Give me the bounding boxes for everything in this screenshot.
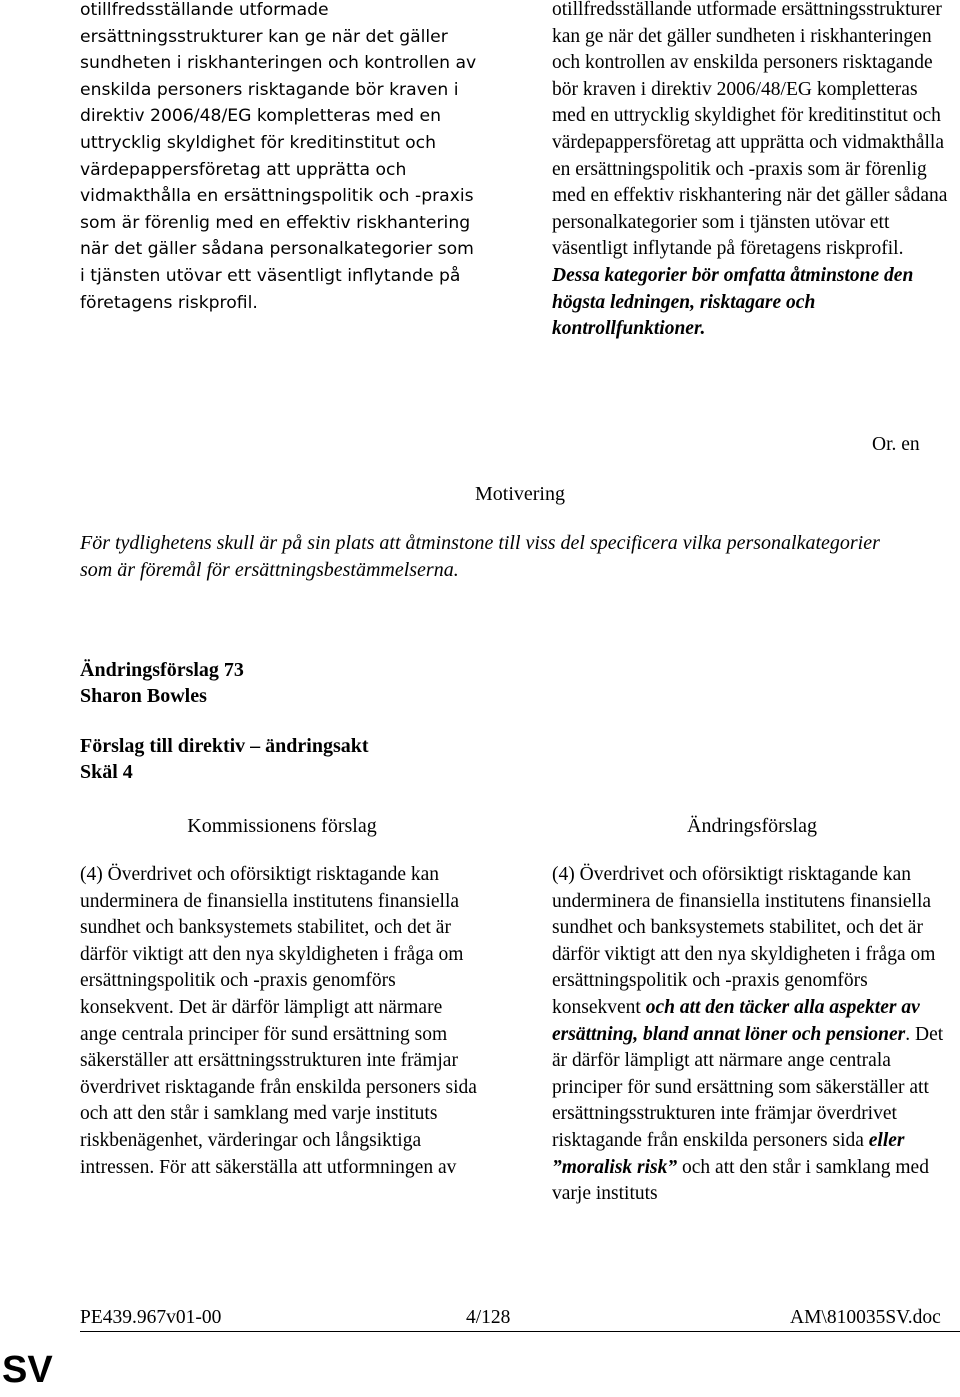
recital-reference: Skäl 4 — [80, 761, 133, 783]
amendment-number: Ändringsförslag 73 — [80, 659, 244, 681]
amendment-author: Sharon Bowles — [80, 685, 207, 707]
motivering-heading: Motivering — [475, 483, 565, 505]
footer-page-number: 4/128 — [466, 1307, 511, 1328]
amendment-header: Ändringsförslag — [687, 815, 817, 837]
top-right-paragraph — [552, 0, 952, 343]
commission-proposal-text: (4) Överdrivet och oförsiktigt risktagande kan underminera de finansiella institutens finansiella sundhet och banksystemets stabilitet, och det är därför viktigt att den nya skyldigheten i fråga om ersättningspolitik och -praxis genomförs konsekvent. Det är därför lämpligt att närmare ange centrala principer för sund ersättning som säkerställer att ersättningsstrukturen inte främjar överdrivet risktagande från enskilda personers sida och att den står i samklang med varje instituts riskbenägenhet, värderingar och långsiktiga intressen. För att säkerställa att utformningen av — [80, 864, 477, 1178]
amendment-added-text: eller ”moralisk risk” — [552, 1129, 905, 1178]
amendment-text-part: (4) Överdrivet och oförsiktigt risktagande kan underminera de finansiella institutens finansiella sundhet och banksystemets stabilitet, och det är därför viktigt att den nya skyldigheten i fråga om ersättningspolitik och -praxis genomförs konsekvent — [552, 864, 936, 1018]
amendment-added-text: och att den täcker alla aspekter av ersättning, bland annat löner och pensioner — [552, 996, 920, 1045]
amendment-text-part: . Det är därför lämpligt att närmare ange centrala principer för sund ersättning som säkerställer att ersättningsstrukturen inte främjar överdrivet risktagande från enskilda personers sida — [552, 1023, 944, 1151]
commission-proposal-header: Kommissionens förslag — [187, 815, 377, 837]
footer-file-name: AM\810035SV.doc — [790, 1307, 941, 1328]
footer-doc-ref: PE439.967v01-00 — [80, 1307, 222, 1328]
amendment-text-part: och att den står i samklang med varje instituts — [552, 1156, 929, 1205]
motivering-text: För tydlighetens skull är på sin plats att åtminstone till viss del specificera vilka personalkategorier som är föremål för ersättningsbestämmelserna. — [80, 532, 880, 581]
amendment-text — [552, 862, 952, 1208]
proposal-title: Förslag till direktiv – ändringsakt — [80, 735, 369, 757]
language-tag: SV — [2, 1349, 53, 1391]
original-language: Or. en — [872, 434, 920, 455]
top-left-paragraph: otillfredsställande utformade ersättningsstrukturer kan ge när det gäller sundheten i riskhanteringen och kontrollen av enskilda personers risktagande bör kraven i direktiv 2006/48/EG kompletteras med en uttrycklig skyldighet för kreditinstitut och värdepappersföretag att upprätta och vidmakthålla en ersättningspolitik och -praxis som är förenlig med en effektiv riskhantering när det gäller sådana personalkategorier som i tjänsten utövar ett väsentligt inflytande på företagens riskprofil. — [80, 0, 477, 313]
footer-rule — [80, 1331, 960, 1332]
top-right-text: otillfredsställande utformade ersättningsstrukturer kan ge när det gäller sundheten i riskhanteringen och kontrollen av enskilda personers risktagande bör kraven i direktiv 2006/48/EG kompletteras med en uttrycklig skyldighet för kreditinstitut och värdepappersföretag att upprätta och vidmakthålla en ersättningspolitik och -praxis som är förenlig med en effektiv riskhantering när det gäller sådana personalkategorier som i tjänsten utövar ett väsentligt inflytande på företagens riskprofil. — [552, 0, 948, 260]
top-right-added-text: Dessa kategorier bör omfatta åtminstone den högsta ledningen, risktagare och kontrollfunktioner. — [552, 264, 914, 340]
